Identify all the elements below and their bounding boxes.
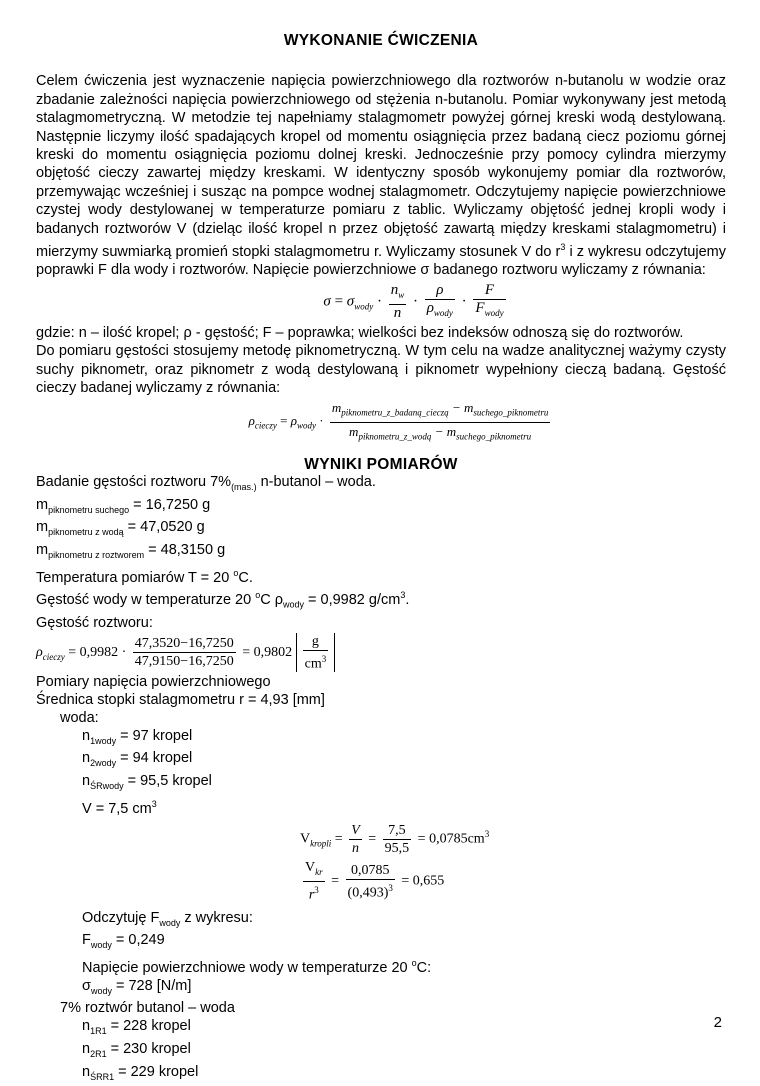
surface-tension-heading: Pomiary napięcia powierzchniowego <box>36 674 271 691</box>
section-title-procedure: WYKONANIE ĆWICZENIA <box>283 32 479 49</box>
nsr-solution: $n_{ŚRR1} = 229$ kropel <box>82 1063 199 1082</box>
mass-solution-pycnometer: $m_{piknometru z roztworem} = 48,3150$ g <box>36 541 226 560</box>
read-f-from-chart: Odczytuję $F_{wody}$ z wykresu: <box>82 909 253 928</box>
n2-solution: $n_{2R1} = 230$ kropel <box>82 1040 191 1059</box>
water-density-line: Gęstość wody w temperaturze 20 $^o$C $\rho_{wody} = 0,9982$ $g/cm^3$. <box>36 590 410 611</box>
n1-water: $n_{1wody} = 97$ kropel <box>82 727 193 746</box>
document-page <box>36 32 726 1086</box>
f-water-value: $F_{wody} = 0,249$ <box>82 932 165 951</box>
density-study-intro: Badanie gęstości roztworu $7\%_{(mas.)}$ n-butanol – woda. <box>36 473 376 492</box>
nsr-water: $n_{ŚRwody} = 95,5$ kropel <box>82 773 212 791</box>
solution-7-label: 7% roztwór butanol – woda <box>60 1000 235 1017</box>
mass-dry-pycnometer: $m_{piknometru suchego} = 16,7250$ g <box>36 496 211 515</box>
radius-line: Średnica stopki stalagmometru r = 4,93 [mm] <box>36 692 325 709</box>
density-calculation: $\rho_{cieczy} = 0,9982$ · $\frac{47,3520-16,7250}{47,9150-16,7250}$ = 0,9802 $\frac{g}{cm^3}$ <box>36 633 726 673</box>
water-tension-line: Napięcie powierzchniowe wody w temperaturze 20 $^o$C: <box>82 958 432 976</box>
volume-line: V = 7,5 $cm^3$ <box>82 798 157 817</box>
sigma-water-value: $\sigma_{wody} = 728$ [N/m] <box>82 977 192 996</box>
n1-solution: $n_{1R1} = 228$ kropel <box>82 1018 191 1037</box>
drop-volume-calculation: $V_{kropli}$ = $\frac{V}{n}$ = $\frac{7,5}{95,5}$ = $0,0785cm^3$ <box>300 823 490 857</box>
water-label: woda: <box>60 709 99 726</box>
page-number: 2 <box>713 1014 722 1031</box>
volume-radius-ratio: $\frac{V_{kr}}{r^3}$ = $\frac{0,0785}{(0,493)^3}$ = 0,655 <box>305 860 445 903</box>
temperature-line: Temperatura pomiarów T = 20 $^o$C. <box>36 567 253 586</box>
n2-water: $n_{2wody} = 94$ kropel <box>82 750 193 769</box>
surface-tension-equation: $\sigma = \sigma_{wody}$ · $\frac{n_w}{n}$ · $\frac{\rho}{\rho_{wody}}$ · $\frac{F}{F_{wody}}$ <box>323 281 504 321</box>
density-equation: $\rho_{cieczy} = \rho_{wody}$ · $\frac{m_{piknometru\_z\_badaną\_cieczą} - m_{suchego\_piknometru}}{m_{piknometru\_z\_wodą} - m_{suchego\_piknometru}}$ <box>248 400 549 442</box>
variables-legend: gdzie: n – ilość kropel; ρ - gęstość; F – poprawka; wielkości bez indeksów odnoszą się do roztworów. <box>36 324 684 341</box>
procedure-paragraph: Celem ćwiczenia jest wyznaczenie napięcia powierzchniowego dla roztworów n-butanolu w wodzie oraz zbadanie zależności napięcia powierzchniowego od stężenia n-butanolu. Pomiar wykonywany jest metodą stalagmometryczną. W metodzie tej napełniamy stalagmometr powyżej górnej kreski wodą destylowaną. Następnie liczymy ilość spadających kropel od momentu osiągnięcia przez badaną ciecz poziomu górnej kreski do momentu osiągnięcia poziomu dolnej kreski. Jednocześnie przy pomocy cylindra mierzymy objętość cieczy zawartej między kreskami. W identyczny sposób wykonujemy pomiar dla roztworów, przemywając wcześniej i susząc na pompce wodnej stalagmometr. Odczytujemy napięcie powierzchniowe czystej wody destylowanej w temperaturze pomiaru z tablic. Wyliczamy objętość jednej kropli wody i badanych roztworów V (dzieląc ilość kropel n przez objętość zawartą między kreskami stalagmometru) i mierzymy suwmiarką promień stopki stalagmometru r. Wyliczamy stosunek V do $r^3$ i z wykresu odczytujemy poprawki F dla wody i roztworów. Napięcie powierzchniowe σ badanego roztworu wyliczamy z równania: <box>36 73 726 279</box>
mass-water-pycnometer: $m_{piknometru z wodą} = 47,0520$ g <box>36 519 205 538</box>
section-title-results: WYNIKI POMIARÓW <box>304 455 458 473</box>
density-method-paragraph: Do pomiaru gęstości stosujemy metodę piknometryczną. W tym celu na wadze analitycznej ważymy czysty suchy piknometr, oraz piknometr z wodą destylowaną i piknometr wypełniony cieczą badaną. Gęstość cieczy badanej wyliczamy z równania: <box>36 343 726 396</box>
solution-density-label: Gęstość roztworu: <box>36 614 153 631</box>
